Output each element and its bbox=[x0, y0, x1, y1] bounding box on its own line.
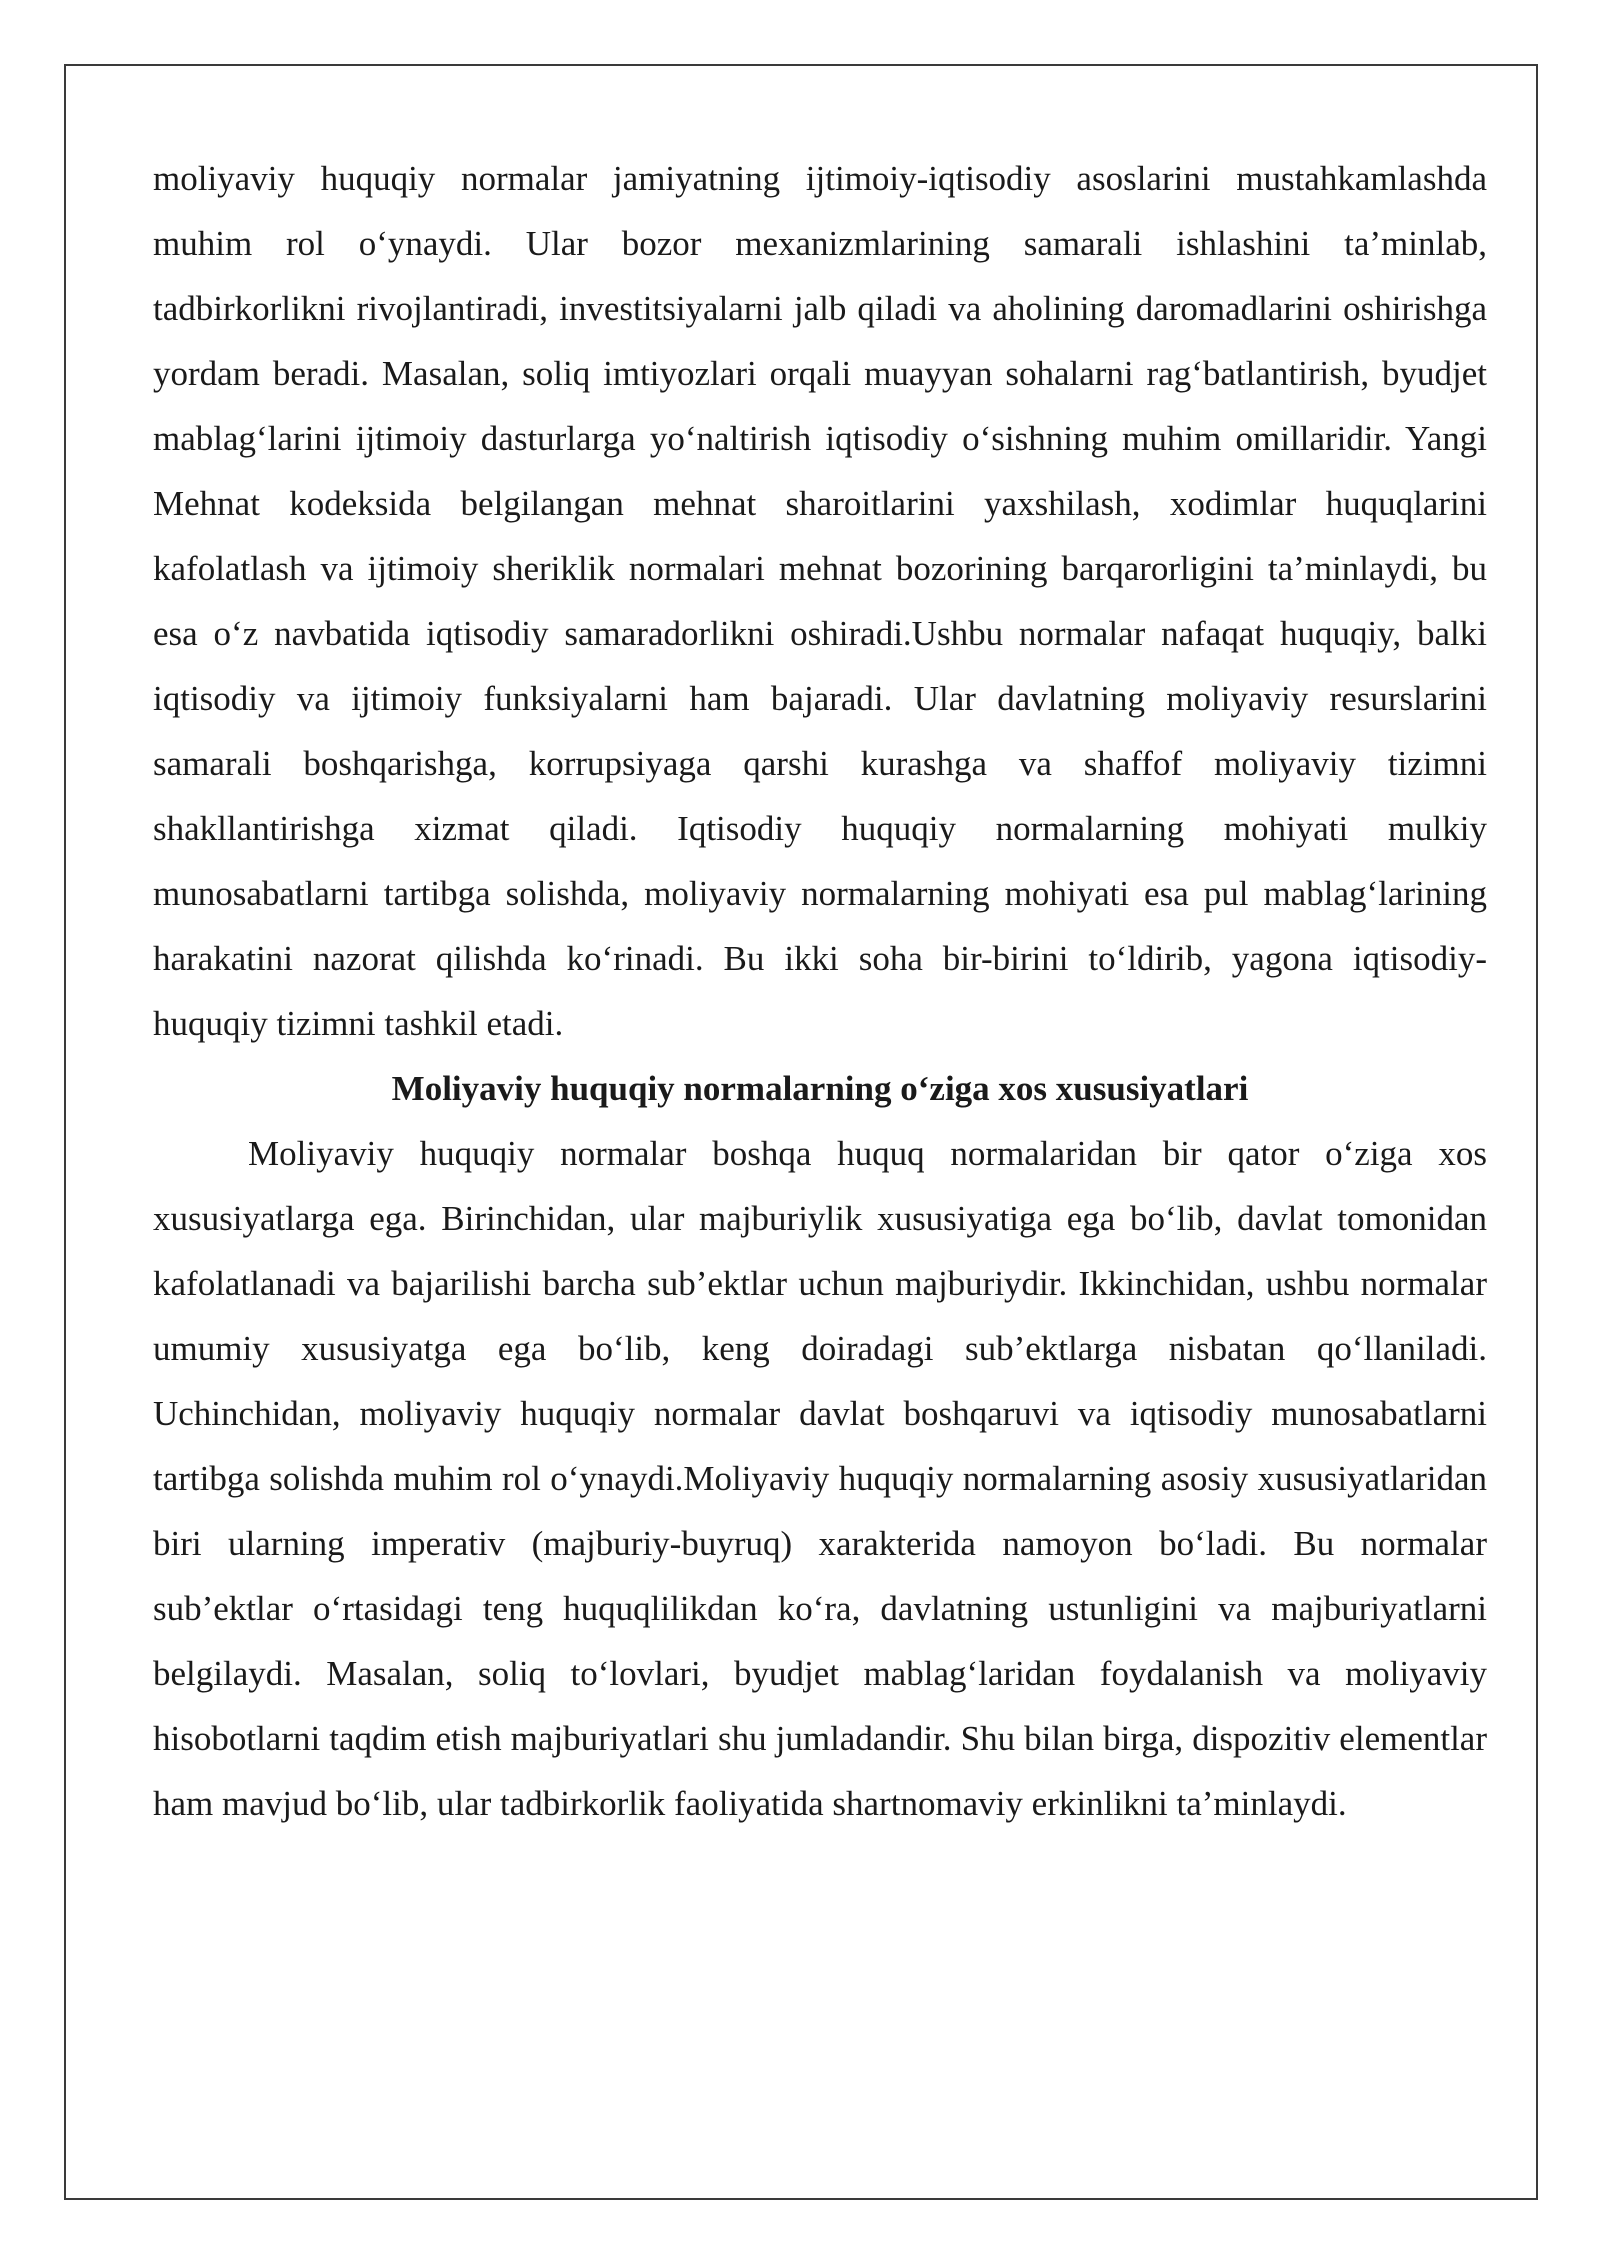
section-heading: Moliyaviy huquqiy normalarning o‘ziga xos xususiyatlari bbox=[391, 1069, 1249, 1108]
body-paragraph-continued: moliyaviy huquqiy normalar jamiyatning ijtimoiy-iqtisodiy asoslarini mustahkamlashda muhim rol o‘ynaydi. Ular bozor mexanizmlarining samarali ishlashini ta’minlab, tadbirkorlikni rivojlantiradi, investitsiyalarni jalb qiladi va aholining daromadlarini oshirishga yordam beradi. Masalan, soliq imtiyozlari orqali muayyan sohalarni rag‘batlantirish, byudjet mablag‘larini ijtimoiy dasturlarga yo‘naltirish iqtisodiy o‘sishning muhim omillaridir. Yangi Mehnat kodeksida belgilangan mehnat sharoitlarini yaxshilash, xodimlar huquqlarini kafolatlash va ijtimoiy sheriklik normalari mehnat bozorining barqarorligini ta’minlaydi, bu esa o‘z navbatida iqtisodiy samaradorlikni oshiradi.Ushbu normalar nafaqat huquqiy, balki iqtisodiy va ijtimoiy funksiyalarni ham bajaradi. Ular davlatning moliyaviy resurslarini samarali boshqarishga, korrupsiyaga qarshi kurashga va shaffof moliyaviy tizimni shakllantirishga xizmat qiladi. Iqtisodiy huquqiy normalarning mohiyati mulkiy munosabatlarni tartibga solishda, moliyaviy normalarning mohiyati esa pul mablag‘larining harakatini nazorat qilishda ko‘rinadi. Bu ikki soha bir-birini to‘ldirib, yagona iqtisodiy-huquqiy tizimni tashkil etadi. bbox=[153, 159, 1487, 1043]
document-body bbox=[153, 146, 1487, 1836]
body-paragraph-features: Moliyaviy huquqiy normalar boshqa huquq normalaridan bir qator o‘ziga xos xususiyatlarga ega. Birinchidan, ular majburiylik xususiyatiga ega bo‘lib, davlat tomonidan kafolatlanadi va bajarilishi barcha sub’ektlar uchun majburiydir. Ikkinchidan, ushbu normalar umumiy xususiyatga ega bo‘lib, keng doiradagi sub’ektlarga nisbatan qo‘llaniladi. Uchinchidan, moliyaviy huquqiy normalar davlat boshqaruvi va iqtisodiy munosabatlarni tartibga solishda muhim rol o‘ynaydi.Moliyaviy huquqiy normalarning asosiy xususiyatlaridan biri ularning imperativ (majburiy-buyruq) xarakterida namoyon bo‘ladi. Bu normalar sub’ektlar o‘rtasidagi teng huquqlilikdan ko‘ra, davlatning ustunligini va majburiyatlarni belgilaydi. Masalan, soliq to‘lovlari, byudjet mablag‘laridan foydalanish va moliyaviy hisobotlarni taqdim etish majburiyatlari shu jumladandir. Shu bilan birga, dispozitiv elementlar ham mavjud bo‘lib, ular tadbirkorlik faoliyatida shartnomaviy erkinlikni ta’minlaydi. bbox=[153, 1134, 1487, 1823]
